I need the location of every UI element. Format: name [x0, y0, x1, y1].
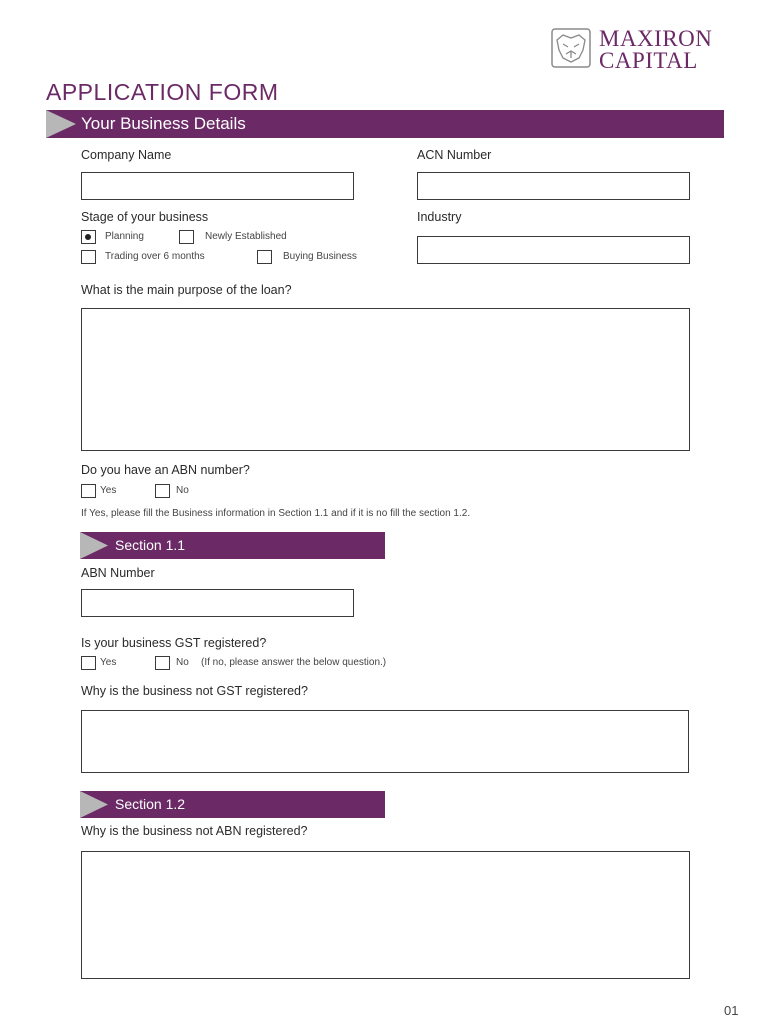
acn-number-field[interactable]	[417, 172, 690, 200]
gst-yes-label: Yes	[100, 657, 117, 668]
arrow-right-icon	[80, 532, 108, 559]
stage-newly-established-label: Newly Established	[205, 231, 287, 242]
abn-yes-checkbox[interactable]	[81, 484, 96, 498]
industry-field[interactable]	[417, 236, 690, 264]
abn-number-field[interactable]	[81, 589, 354, 617]
gst-no-checkbox[interactable]	[155, 656, 170, 670]
stage-label: Stage of your business	[81, 210, 209, 224]
section-bar-1-1	[80, 532, 385, 559]
section-title: Section 1.1	[115, 537, 186, 553]
page-number: 01	[724, 1003, 739, 1018]
abn-instruction: If Yes, please fill the Business information in Section 1.1 and if it is no fill the section 1.2.	[81, 508, 471, 519]
why-not-gst-textarea[interactable]	[81, 710, 689, 773]
gst-yes-checkbox[interactable]	[81, 656, 96, 670]
lion-crest-icon	[551, 28, 591, 68]
section-title: Section 1.2	[115, 796, 186, 812]
arrow-right-icon	[46, 110, 76, 138]
stage-newly-established-checkbox[interactable]	[179, 230, 194, 244]
why-not-abn-textarea[interactable]	[81, 851, 690, 979]
loan-purpose-textarea[interactable]	[81, 308, 690, 451]
stage-trading-checkbox[interactable]	[81, 250, 96, 264]
form-title: APPLICATION FORM	[46, 79, 279, 105]
company-name-label: Company Name	[81, 148, 172, 162]
stage-planning-label: Planning	[105, 231, 144, 242]
section-title: Your Business Details	[81, 114, 246, 133]
abn-number-label: ABN Number	[81, 566, 155, 580]
why-not-gst-label: Why is the business not GST registered?	[81, 684, 308, 698]
abn-no-checkbox[interactable]	[155, 484, 170, 498]
section-bar-1-2	[80, 791, 385, 818]
company-name-field[interactable]	[81, 172, 354, 200]
acn-number-label: ACN Number	[417, 148, 492, 162]
stage-buying-business-label: Buying Business	[283, 251, 357, 262]
abn-no-label: No	[176, 485, 189, 496]
arrow-right-icon	[80, 791, 108, 818]
stage-planning-checkbox[interactable]	[81, 230, 96, 244]
brand-name	[599, 28, 712, 72]
gst-question-label: Is your business GST registered?	[81, 636, 267, 650]
brand-logo	[551, 28, 726, 73]
abn-question-label: Do you have an ABN number?	[81, 463, 250, 477]
gst-no-label: No	[176, 657, 189, 668]
why-not-abn-label: Why is the business not ABN registered?	[81, 824, 308, 838]
gst-note: (If no, please answer the below question.)	[201, 657, 387, 668]
brand-line-2: CAPITAL	[599, 48, 698, 73]
abn-yes-label: Yes	[100, 485, 117, 496]
section-bar-business-details	[46, 110, 724, 138]
brand-line-1: MAXIRON	[599, 26, 713, 51]
loan-purpose-label: What is the main purpose of the loan?	[81, 283, 292, 297]
industry-label: Industry	[417, 210, 462, 224]
stage-buying-business-checkbox[interactable]	[257, 250, 272, 264]
stage-trading-label: Trading over 6 months	[105, 251, 205, 262]
